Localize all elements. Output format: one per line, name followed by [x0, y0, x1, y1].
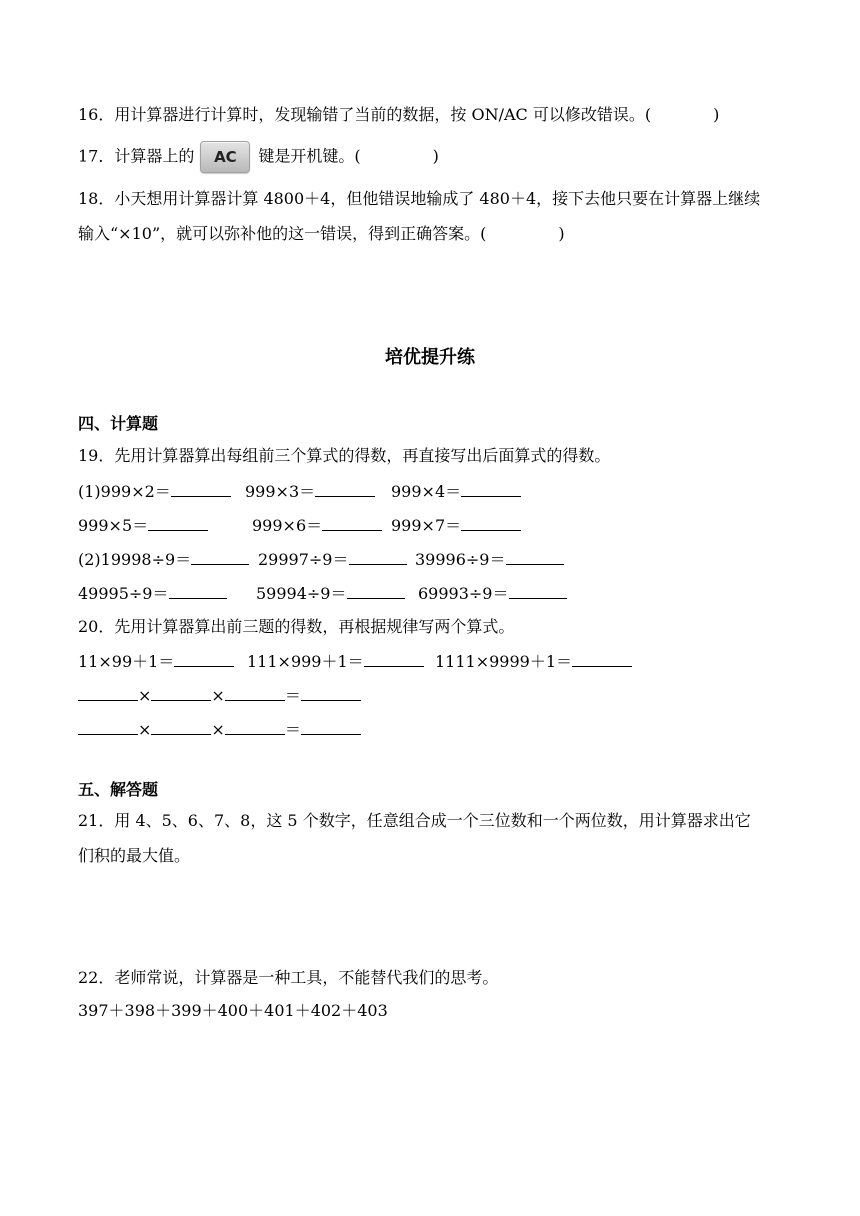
- answer-blank[interactable]: [315, 480, 375, 497]
- answer-blank[interactable]: [169, 582, 227, 599]
- question-16: [78, 104, 719, 126]
- q20-pattern-row: × × ＝: [78, 684, 361, 707]
- q20-pattern-row: × × ＝: [78, 718, 361, 741]
- answer-blank[interactable]: [349, 548, 407, 565]
- answer-blank[interactable]: [301, 718, 361, 735]
- question-17-before: 17．计算器上的: [78, 146, 195, 166]
- answer-blank[interactable]: [148, 514, 208, 531]
- question-18-text: 输入“×10”，就可以弥补他的这一错误，得到正确答案。(: [78, 224, 487, 243]
- question-21-line1: 21．用 4、5、6、7、8，这 5 个数字，任意组合成一个三位数和一个两位数，用计算器求出它: [78, 811, 751, 830]
- answer-blank[interactable]: [509, 582, 567, 599]
- section-4-heading: 四、计算题: [78, 414, 159, 433]
- q19-expr: 999×4＝: [391, 480, 521, 503]
- ac-key-icon: AC: [200, 141, 250, 173]
- q20-expr: 111×999＋1＝: [247, 650, 424, 673]
- q20-expr: 1111×9999＋1＝: [435, 650, 632, 673]
- answer-blank[interactable]: [151, 718, 211, 735]
- q19-expr: (2)19998÷9＝: [78, 548, 249, 571]
- answer-blank[interactable]: [506, 548, 564, 565]
- answer-blank[interactable]: [225, 684, 285, 701]
- q19-expr: 999×6＝: [252, 514, 382, 537]
- question-16-close: ): [713, 105, 720, 124]
- q19-expr: 999×5＝: [78, 514, 208, 537]
- answer-blank[interactable]: [171, 480, 231, 497]
- question-17: [78, 141, 439, 173]
- q19-expr: (1)999×2＝: [78, 480, 231, 503]
- answer-blank[interactable]: [225, 718, 285, 735]
- answer-blank[interactable]: [301, 684, 361, 701]
- answer-blank[interactable]: [174, 650, 234, 667]
- answer-blank[interactable]: [364, 650, 424, 667]
- question-17-close: ): [432, 146, 439, 166]
- q19-expr: 49995÷9＝: [78, 582, 227, 605]
- q19-expr: 29997÷9＝: [258, 548, 407, 571]
- answer-blank[interactable]: [191, 548, 249, 565]
- q20-expr: 11×99＋1＝: [78, 650, 234, 673]
- q19-expr: 999×7＝: [391, 514, 521, 537]
- question-18-close: ): [558, 224, 565, 243]
- question-22-expression: 397＋398＋399＋400＋401＋402＋403: [78, 1001, 388, 1020]
- q19-expr: 39996÷9＝: [415, 548, 564, 571]
- answer-blank[interactable]: [78, 718, 138, 735]
- answer-blank[interactable]: [78, 684, 138, 701]
- question-20-title: 20．先用计算器算出前三题的得数，再根据规律写两个算式。: [78, 617, 515, 636]
- answer-blank[interactable]: [572, 650, 632, 667]
- question-18-line2: [78, 223, 565, 245]
- answer-blank[interactable]: [461, 480, 521, 497]
- q19-expr: 59994÷9＝: [256, 582, 405, 605]
- section-title: 培优提升练: [385, 347, 475, 368]
- question-16-text: 16．用计算器进行计算时，发现输错了当前的数据，按 ON/AC 可以修改错误。(: [78, 105, 652, 124]
- question-18-line1: 18．小天想用计算器计算 4800＋4，但他错误地输成了 480＋4，接下去他只要在计算器上继续: [78, 189, 761, 208]
- answer-blank[interactable]: [151, 684, 211, 701]
- section-5-heading: 五、解答题: [78, 780, 159, 799]
- answer-blank[interactable]: [322, 514, 382, 531]
- answer-blank[interactable]: [347, 582, 405, 599]
- question-21-line2: 们积的最大值。: [78, 846, 191, 865]
- answer-blank[interactable]: [461, 514, 521, 531]
- question-19-title: 19．先用计算器算出每组前三个算式的得数，再直接写出后面算式的得数。: [78, 446, 611, 465]
- question-17-after: 键是开机键。(: [258, 146, 361, 166]
- question-22-line1: 22．老师常说，计算器是一种工具，不能替代我们的思考。: [78, 968, 499, 987]
- q19-expr: 69993÷9＝: [418, 582, 567, 605]
- q19-expr: 999×3＝: [245, 480, 375, 503]
